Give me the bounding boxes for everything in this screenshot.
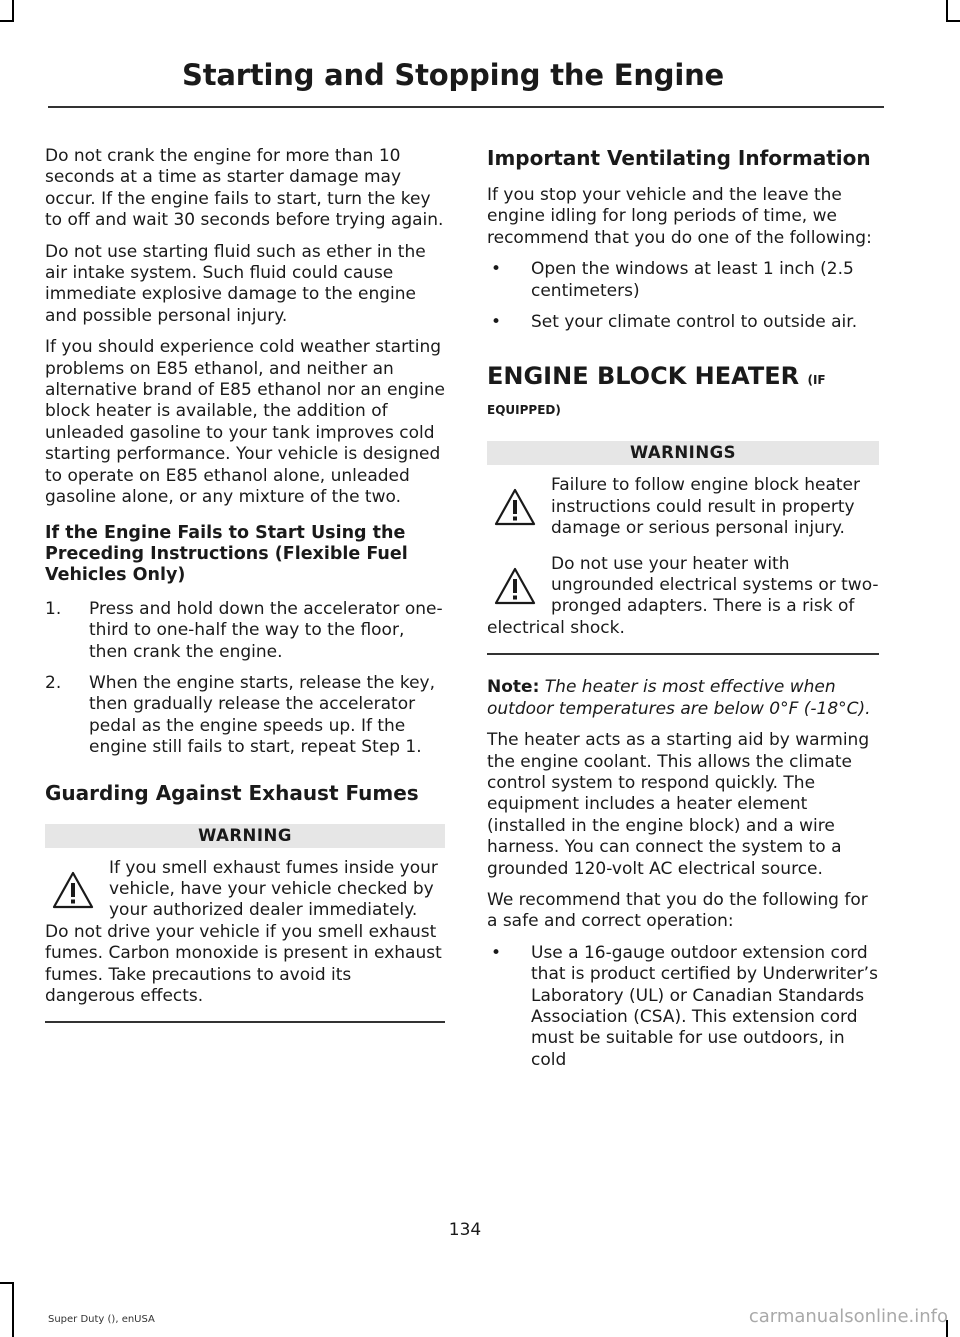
- warning-header: WARNING: [45, 824, 445, 848]
- bullet: •: [491, 312, 502, 333]
- subheading: If the Engine Fails to Start Using the Preceding Instructions (Flexible Fuel Vehicles Only): [45, 522, 408, 586]
- warning-divider: [487, 653, 879, 655]
- crop-mark: [12, 1282, 14, 1337]
- major-heading: [487, 361, 879, 417]
- step-text: When the engine starts, release the key, then gradually release the accelerator pedal as the engine speeds up. If the engine still fails to start, repeat Step 1.: [89, 672, 436, 758]
- watermark: carmanualsonline.info: [748, 1306, 948, 1327]
- crop-mark: [946, 0, 948, 20]
- paragraph: If you should experience cold weather starting problems on E85 ethanol, and neither an alternative brand of E85 ethanol nor an engine block heater is available, the addition of unleaded gasoline to your tank improves cold starting performance. Your vehicle is designed to operate on E85 ethanol alone, unleaded gasoline alone, or any mixture of the two.: [45, 337, 445, 508]
- warning-block: [45, 858, 445, 1008]
- footer-text: Super Duty (), enUSA: [48, 1314, 155, 1325]
- crop-mark: [946, 20, 960, 22]
- paragraph: Do not use starting fluid such as ether in the air intake system. Such fluid could cause immediate explosive damage to the engine and possible personal injury.: [45, 241, 426, 326]
- crop-mark: [12, 0, 14, 20]
- note-label: Note:: [487, 677, 540, 698]
- bullet-text: Open the windows at least 1 inch (2.5 centimeters): [531, 259, 854, 301]
- bullet: •: [491, 259, 502, 280]
- warnings-header: WARNINGS: [487, 441, 879, 465]
- header-divider: [48, 106, 884, 108]
- warning-divider: [45, 1021, 445, 1023]
- bullet-text: Use a 16-gauge outdoor extension cord that is product certified by Underwriter’s Laboratory (UL) or Canadian Standards Association (CSA). This extension cord must be suitable for use outdoors, in cold: [531, 942, 878, 1070]
- section-heading: Important Ventilating Information: [487, 146, 871, 170]
- warning-triangle-icon: [51, 870, 95, 910]
- paragraph: The heater acts as a starting aid by warming the engine coolant. This allows the climate control system to respond quickly. The equipment includes a heater element (installed in the engine block) and a wire harness. You can connect the system to a grounded 120-volt AC electrical source.: [487, 730, 870, 879]
- step-number: 2.: [45, 672, 62, 693]
- warning-text: If you smell exhaust fumes inside your vehicle, have your vehicle checked by your authorized dealer immediately. Do not drive your vehicle if you smell exhaust fumes. Carbon monoxide is present in exhaust fumes. Take precautions to avoid its dangerous effects.: [45, 857, 442, 1006]
- warning-text: Do not use your heater with ungrounded electrical systems or two-pronged adapters. There is a risk of electrical shock.: [487, 553, 879, 638]
- list-item: [487, 259, 879, 302]
- warning-block: [487, 554, 879, 640]
- step-number: 1.: [45, 598, 62, 619]
- section-heading: Guarding Against Exhaust Fumes: [45, 780, 419, 805]
- list-item: [487, 312, 879, 333]
- note: [487, 677, 879, 720]
- warning-text: Failure to follow engine block heater instructions could result in property damage or serious personal injury.: [551, 475, 861, 539]
- note-text: The heater is most effective when outdoor temperatures are below 0°F (-18°C).: [487, 677, 871, 719]
- step-text: Press and hold down the accelerator one-third to one-half the way to the floor, then crank the engine.: [89, 598, 443, 662]
- list-item: [45, 673, 445, 759]
- major-heading-text: ENGINE BLOCK HEATER: [487, 362, 800, 391]
- page-title: Starting and Stopping the Engine: [182, 58, 724, 92]
- list-item: [487, 943, 879, 1071]
- warning-triangle-icon: [493, 487, 537, 527]
- warning-block: [487, 475, 879, 539]
- bullet-text: Set your climate control to outside air.: [531, 312, 858, 333]
- left-column: [45, 146, 445, 1045]
- bullet-list: [487, 943, 879, 1071]
- crop-mark: [0, 20, 14, 22]
- bullet: •: [491, 942, 502, 963]
- paragraph: Do not crank the engine for more than 10 seconds at a time as starter damage may occur. If the engine fails to start, turn the key to off and wait 30 seconds before trying again.: [45, 146, 444, 231]
- bullet-list: [487, 259, 879, 333]
- warning-triangle-icon: [493, 566, 537, 606]
- major-heading-qualifier: (IF: [807, 373, 826, 388]
- paragraph: If you stop your vehicle and the leave the engine idling for long periods of time, we recommend that you do one of the following:: [487, 185, 872, 248]
- paragraph: We recommend that you do the following for a safe and correct operation:: [487, 889, 868, 932]
- step-list: [45, 599, 445, 759]
- right-column: [487, 146, 879, 1081]
- list-item: [45, 599, 445, 663]
- major-heading-qualifier: EQUIPPED): [487, 403, 561, 418]
- crop-mark: [0, 1282, 14, 1284]
- page-number: 134: [448, 1220, 482, 1240]
